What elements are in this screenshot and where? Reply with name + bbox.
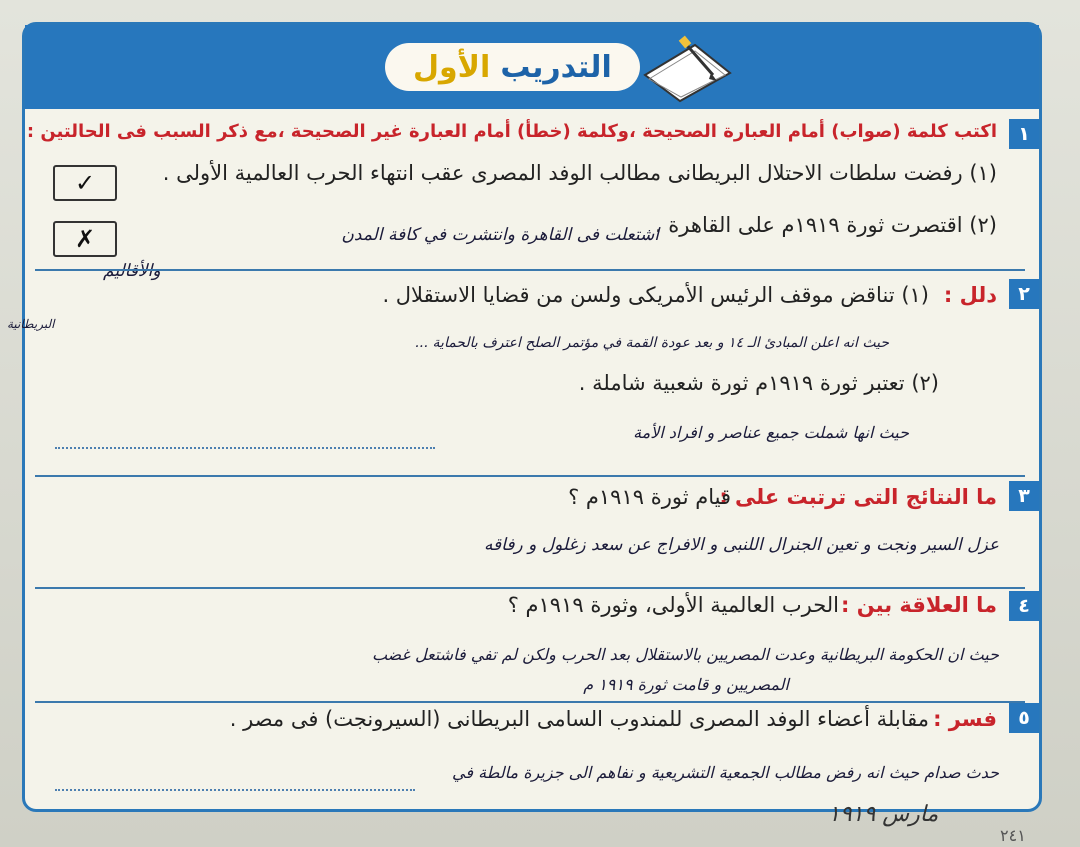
separator	[35, 269, 1025, 271]
question-2-item-2: (٢) تعتبر ثورة ١٩١٩م ثورة شعبية شاملة .	[578, 371, 939, 395]
dotted-line	[55, 447, 435, 449]
handwritten-margin-note: البريطانية	[7, 317, 55, 331]
question-2-number: ٢	[1009, 279, 1039, 309]
question-1-number: ١	[1009, 119, 1039, 149]
question-3-number: ٣	[1009, 481, 1039, 511]
separator	[35, 701, 1025, 703]
handwritten-answer-4b: المصريين و قامت ثورة ١٩١٩ م	[583, 675, 789, 694]
page-number: ٢٤١	[1000, 826, 1026, 845]
question-2-label: دلل :	[943, 283, 997, 307]
handwritten-answer-1: اشتعلت فى القاهرة وانتشرت في كافة المدن	[341, 225, 659, 245]
answer-box-1: ✓	[53, 165, 117, 201]
question-3-label: ما النتائج التى ترتبت على :	[719, 485, 997, 509]
page-title	[385, 43, 640, 91]
exercise-card	[7, 22, 1042, 812]
handwritten-answer-3: عزل السير ونجت و تعين الجنرال اللنبى و الافراج عن سعد زغلول و رفاقه	[483, 535, 999, 555]
question-4-label: ما العلاقة بين :	[841, 593, 997, 617]
dotted-line	[55, 789, 415, 791]
handwritten-answer-4a: حيث ان الحكومة البريطانية وعدت المصريين بالاستقلال بعد الحرب ولكن لم تفي فاشتعل غضب	[371, 645, 999, 664]
question-5-number: ٥	[1009, 703, 1039, 733]
handwritten-answer-2a: حيث انه اعلن المبادئ الـ ١٤ و بعد عودة القمة في مؤتمر الصلح اعترف بالحماية ...	[414, 335, 889, 351]
notebook-pencil-icon	[635, 35, 735, 105]
handwritten-answer-5: حدث صدام حيث انه رفض مطالب الجمعية التشريعية و نفاهم الى جزيرة مالطة في	[452, 763, 999, 782]
separator	[35, 475, 1025, 477]
title-word-2: الأول	[413, 49, 491, 85]
question-5-label: فسر :	[933, 707, 997, 731]
title-banner	[25, 25, 1039, 109]
separator	[35, 587, 1025, 589]
handwritten-answer-2b: حيث انها شملت جميع عناصر و افراد الأمة	[633, 423, 909, 442]
handwritten-date: مارس ١٩١٩	[828, 802, 939, 827]
question-1-item-1: (١) رفضت سلطات الاحتلال البريطانى مطالب الوفد المصرى عقب انتهاء الحرب العالمية الأولى .	[162, 161, 997, 185]
question-2-item-1: (١) تناقض موقف الرئيس الأمريكى ولسن من قضايا الاستقلال .	[382, 283, 929, 307]
question-4-number: ٤	[1009, 591, 1039, 621]
answer-box-2: ✗	[53, 221, 117, 257]
question-1-instruction: اكتب كلمة (صواب) أمام العبارة الصحيحة ،وكلمة (خطأ) أمام العبارة غير الصحيحة ،مع ذكر السبب فى الحالتين :	[26, 121, 997, 142]
title-word-1: التدريب	[500, 49, 612, 85]
question-3-text: قيام ثورة ١٩١٩م ؟	[568, 485, 731, 509]
handwritten-answer-1b: والأقاليم	[103, 261, 161, 281]
question-4-text: الحرب العالمية الأولى، وثورة ١٩١٩م ؟	[507, 593, 839, 617]
question-5-text: مقابلة أعضاء الوفد المصرى للمندوب السامى البريطانى (السيرونجت) فى مصر .	[229, 707, 929, 731]
question-1-item-2: (٢) اقتصرت ثورة ١٩١٩م على القاهرة .	[654, 213, 997, 237]
